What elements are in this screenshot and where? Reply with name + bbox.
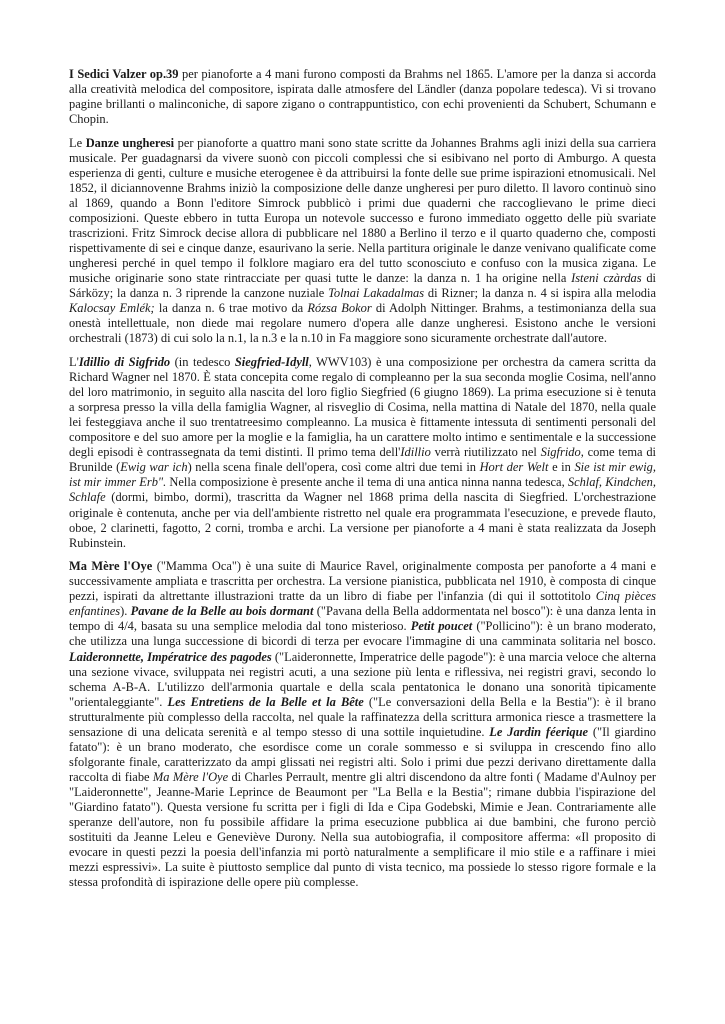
emphasis-run: Cinq pièces enfantines — [69, 589, 656, 619]
emphasis-run: Pavane de la Belle au bois dormant — [130, 604, 314, 619]
text-run: , WWV103) è una composizione per orchestra da camera scritta da Richard Wagner nel 1870. È stata concepita come regalo di compleanno per la sua seconda moglie Cosima, nell'anno del loro matrimonio, in seguito alla nascita del loro figlio Siegfried (6 giugno 1869). La prima esecuzione si è tenuta a sorpresa presso la villa della famiglia Wagner, al risveglio di Cosima, nella mattina di Natale del 1870, nella quale lei festeggiava anche il suo trentatreesimo compleanno. La musica è fittamente intessuta di sentimenti personali del compositore e del suo amore per la moglie e la famiglia, ha un carattere molto intimo e sentimentale e la successione degli episodi è contrassegnata da temi distinti. Il primo tema dell' — [69, 355, 656, 460]
text-run: ("Le conversazioni della Bella e la Bestia"): è il brano strutturalmente più complesso della raccolta, nel quale la raffinatezza della scrittura armonica riesce a trasmettere la sensazione di una delicata serenità e al tempo stesso di una sottile inquietudine. — [69, 694, 656, 739]
emphasis-run: Le Jardin féerique — [489, 724, 589, 739]
emphasis-run: Schlaf, Kindchen, Schlafe — [69, 475, 656, 505]
emphasis-run: Kalocsay Emlék; — [69, 301, 155, 316]
text-run: (in tedesco — [170, 355, 235, 370]
text-run: L' — [69, 355, 79, 370]
emphasis-run: Siegfried-Idyll — [234, 355, 309, 370]
emphasis-run: Sie ist mir ewig, ist mir immer Erb". — [69, 460, 657, 490]
emphasis-run: Danze ungheresi — [85, 135, 175, 150]
paragraph-danze-ungheresi — [69, 136, 656, 347]
paragraph-idillio-sigfrido — [69, 355, 656, 551]
document-page — [69, 67, 656, 899]
text-run: ) nella scena finale dell'opera, così come altri due temi in — [187, 460, 480, 475]
emphasis-run: Petit poucet — [410, 619, 473, 634]
emphasis-run: Rózsa Bokor — [307, 301, 372, 316]
text-run: ). — [120, 604, 131, 619]
text-run: ("Laideronnette, Imperatrice delle pagode"): è una marcia veloce che alterna una sezione vivace, sviluppata nei registri acuti, a una sezione più lenta e riflessiva, nei registri gravi, secondo lo schema A-B-A. L'utilizzo dell'armonia quartale e della scala pentatonica le donano una sonorità tipicamente "orientaleggiante". — [69, 649, 656, 709]
text-run: e in — [548, 460, 575, 475]
text-run: ("Il giardino fatato"): è un brano moderato, che esordisce come un corale sommesso e si sviluppa in crescendo fino allo sfolgorante finale, caratterizzato da ampi glissati nei registri alti. Solo i primi due pezzi derivano direttamente dalla raccolta di fiabe — [69, 724, 657, 784]
emphasis-run: Les Entretiens de la Belle et la Bête — [167, 694, 364, 709]
text-run: ("Pollicino"): è un brano moderato, che utilizza una lunga successione di bicordi di terza per evocare l'immagine di una camminata solitaria nel bosco. — [69, 619, 656, 649]
text-run: (dormi, bimbo, dormi), trascritta da Wagner nel 1868 prima della nascita di Siegfried. L'orchestrazione originale è contenuta, anche per via dell'ambiente ristretto nel quale era programmata l'esecuzione, e prevede flauto, oboe, 2 clarinetti, fagotto, 2 corni, tromba e archi. La versione per pianoforte a 4 mani è stata realizzata da Joseph Rubinstein. — [69, 490, 656, 550]
emphasis-run: Sigfrido — [540, 445, 581, 460]
paragraph-ma-mere-loye — [69, 559, 656, 890]
text-run: di Sárközy; la danza n. 3 riprende la canzone nuziale — [69, 271, 656, 301]
text-run: ("Mamma Oca") è una suite di Maurice Ravel, originalmente composta per panoforte a 4 mani e successivamente ampliata e trascritta per orchestra. La versione pianistica, pubblicata nel 1910, è composta di cinque pezzi, ispirati da altrettante illustrazioni tratte da un libro di fiabe per l'infanzia (di qui il sottotitolo — [69, 559, 657, 604]
emphasis-run: Ewig war ich — [120, 460, 188, 475]
text-run: di Charles Perrault, mentre gli altri discendono da altre fonti ( Madame d'Aulnoy per "Laideronnette", Jeanne-Marie Leprince de Beaumont per "La Bella e la Bestia"; rimane dubbia l'ispirazione del "Giardino fatato"). Questa versione fu scritta per i figli di Ida e Cipa Godebski, Mimie e Jean. Contrariamente alle speranze dell'autore, non fu possibile affidare la prima esecuzione pubblica ai due bambini, che furono perciò sostituiti da Jeanne Leleu e Geneviève Durony. Nella sua autobiografia, il compositore afferma: «Il proposito di evocare in questi pezzi la poesia dell'infanzia mi portò naturalmente a semplificare il mio stile e a raffinare i miei mezzi espressivi». La suite è piuttosto semplice dal punto di vista tecnico, ma possiede lo stesso rigore formale e la stessa profondità di ispirazione delle opere più complesse. — [69, 769, 657, 890]
emphasis-run: Idillio — [400, 445, 431, 460]
emphasis-run: I Sedici Valzer op.39 — [69, 67, 179, 81]
paragraph-valzer — [69, 67, 656, 127]
text-run: ("Pavana della Bella addormentata nel bosco"): è una danza lenta in tempo di 4/4, basata su una semplice melodia dal tono misterioso. — [69, 604, 656, 634]
emphasis-run: Ma Mère l'Oye — [152, 769, 229, 784]
text-run: per pianoforte a quattro mani sono state scritte da Johannes Brahms agli inizi della sua carriera musicale. Per guadagnarsi da vivere suonò con piccoli complessi che si esibivano nel porto di Amburgo. A questa esperienza di genti, culture e musiche eterogenee è da attribuirsi la fonte delle sue prime ispirazioni etnomusicali. Nel 1852, il diciannovenne Brahms iniziò la composizione delle danze ungheresi per puro diletto. Il lavoro continuò sino al 1869, quando a Bonn l'editore Simrock pubblicò i primi due quaderni che raccoglievano le prime dieci composizioni. Queste ebbero in tutta Europa un notevole successo e furono immediato oggetto delle più svariate trascrizioni. Fritz Simrock decise allora di pubblicare nel 1880 a Berlino il terzo e il quarto quaderno che, composti rispettivamente di sei e cinque danze, esaurivano la serie. Nella partitura originale le danze venivano qualificate come ungheresi perché in quel tempo il folklore magiaro era del tutto sconosciuto e confuso con la musica zigana. Le musiche originarie sono state rintracciate per quasi tutte le danze: la danza n. 1 ha origine nella — [69, 135, 656, 286]
text-run: , come tema di Brunilde ( — [69, 445, 657, 475]
emphasis-run: Laideronnette, Impératrice des pagodes — [69, 649, 272, 664]
text-run: la danza n. 6 trae motivo da — [154, 301, 308, 316]
emphasis-run: Tolnai Lakadalmas — [328, 286, 425, 301]
emphasis-run: Hort der Welt — [479, 460, 549, 475]
emphasis-run: Idillio di Sigfrido — [78, 355, 171, 370]
emphasis-run: Isteni czàrdas — [571, 271, 642, 286]
text-run: verrà riutilizzato nel — [430, 445, 541, 460]
text-run: di Adolph Nittinger. Brahms, a testimonianza della sua onestà intellettuale, non diede mai regolare numero d'opera alle danze ungheresi. Esistono anche le versioni orchestrali (1873) di cui solo la n.1, la n.3 e la n.10 in Fa maggiore sono sicuramente orchestrate dall'autore. — [69, 301, 656, 346]
text-run: per pianoforte a 4 mani furono composti da Brahms nel 1865. L'amore per la danza si accorda alla creatività melodica del compositore, ispirata dalle atmosfere del Ländler (danza popolare tedesca). Vi si trovano pagine brillanti o malinconiche, di sapore zigano o contrappuntistico, con echi provenienti da Schubert, Schumann e Chopin. — [69, 67, 657, 127]
text-run: Le — [69, 135, 86, 150]
text-run: Nella composizione è presente anche il tema di una antica ninna nanna tedesca, — [166, 475, 568, 490]
emphasis-run: Ma Mère l'Oye — [69, 559, 153, 574]
text-run: di Rizner; la danza n. 4 si ispira alla melodia — [424, 286, 657, 301]
